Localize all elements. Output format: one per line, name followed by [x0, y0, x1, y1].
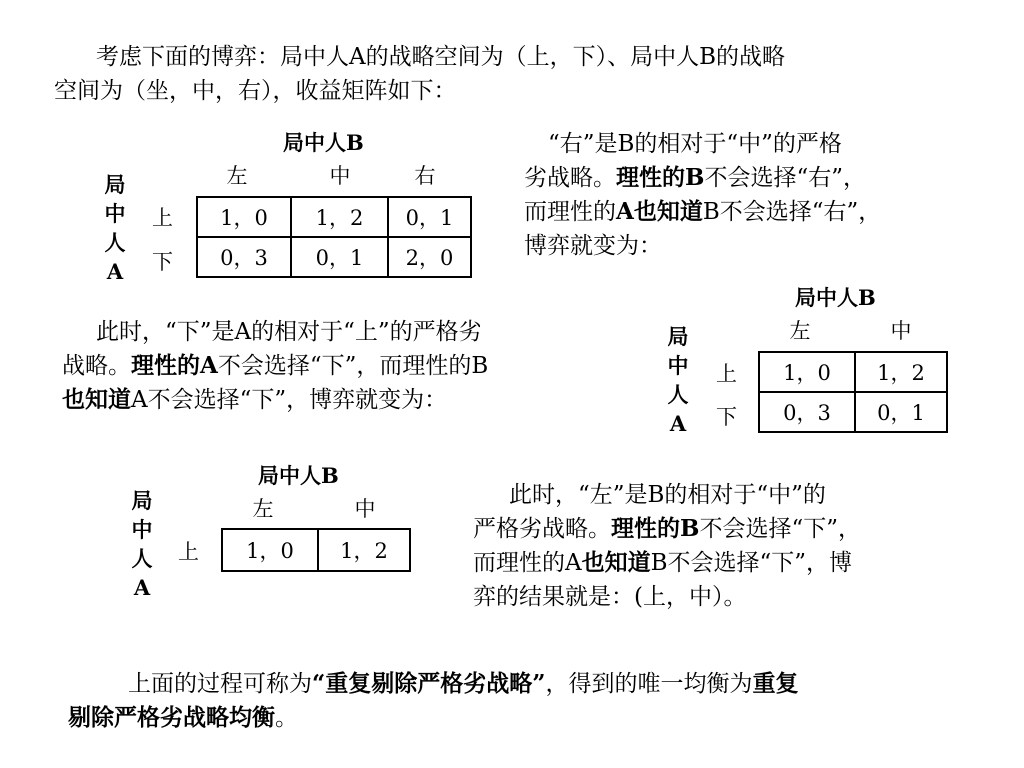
payoff-table — [196, 196, 472, 278]
conclusion-line-1: 上面的过程可称为“重复剔除严格劣战略”，得到的唯一均衡为重复 — [128, 670, 799, 697]
note-line: 而理性的A也知道B不会选择“下”，博 — [473, 549, 853, 576]
table-row — [759, 392, 947, 432]
col-label-middle: 中 — [890, 319, 912, 343]
note-paragraph-3 — [473, 478, 861, 614]
col-label-middle: 中 — [354, 497, 376, 521]
conclusion-paragraph — [0, 667, 798, 735]
note-line: 此时，“左”是B的相对于“中”的 — [509, 482, 826, 508]
row-label-down: 下 — [716, 405, 737, 429]
player-b-header: 局中人B — [795, 285, 876, 310]
player-b-header: 局中人B — [258, 463, 339, 488]
payoff-cell: 0，3 — [759, 392, 855, 432]
row-label-down: 下 — [152, 250, 173, 274]
payoff-table — [221, 528, 411, 572]
table-row — [222, 529, 410, 571]
payoff-cell: 2，0 — [388, 237, 471, 277]
row-label-up: 上 — [178, 540, 199, 564]
payoff-cell: 1，0 — [222, 529, 318, 571]
payoff-cell: 1，0 — [197, 197, 291, 237]
note-line: 而理性的A也知道B不会选择“右”， — [524, 198, 882, 225]
payoff-cell: 0，1 — [855, 392, 947, 432]
intro-paragraph — [0, 40, 785, 108]
note-line: 劣战略。理性的B不会选择“右”， — [524, 164, 866, 191]
note-line: 也知道A不会选择“下”，博弈就变为： — [62, 386, 448, 413]
note-line: 此时，“下”是A的相对于“上”的严格劣 — [96, 319, 482, 345]
table-row — [197, 237, 471, 277]
payoff-cell: 1，2 — [291, 197, 388, 237]
player-a-label: 局 中 人 A — [104, 172, 126, 284]
player-a-label: 局 中 人 A — [131, 488, 153, 600]
row-label-up: 上 — [716, 362, 737, 386]
conclusion-line-2: 剔除严格劣战略均衡。 — [68, 704, 298, 731]
payoff-table — [758, 351, 948, 433]
player-a-label: 局 中 人 A — [667, 324, 689, 436]
col-label-left: 左 — [252, 497, 274, 521]
note-line: “右”是B的相对于“中”的严格 — [548, 131, 842, 157]
payoff-cell: 0，1 — [291, 237, 388, 277]
col-label-left: 左 — [226, 164, 248, 188]
table-row — [759, 352, 947, 392]
note-line: 弈的结果就是：(上，中）。 — [473, 584, 747, 610]
table-row — [197, 197, 471, 237]
note-paragraph-2 — [62, 315, 488, 417]
note-line: 博弈就变为： — [524, 233, 662, 259]
note-line: 战略。理性的A不会选择“下”，而理性的B — [62, 352, 489, 379]
payoff-cell: 1，0 — [759, 352, 855, 392]
payoff-cell: 1，2 — [855, 352, 947, 392]
col-label-middle: 中 — [329, 164, 351, 188]
col-label-right: 右 — [414, 164, 436, 188]
payoff-cell: 1，2 — [318, 529, 410, 571]
player-b-header: 局中人B — [283, 130, 364, 155]
intro-line-2: 空间为（坐，中，右），收益矩阵如下： — [54, 78, 457, 104]
payoff-cell: 0，3 — [197, 237, 291, 277]
intro-line-1: 考虑下面的博弈：局中人A的战略空间为（上，下）、局中人B的战略 — [96, 44, 786, 70]
payoff-cell: 0，1 — [388, 197, 471, 237]
col-label-left: 左 — [789, 319, 811, 343]
row-label-up: 上 — [152, 206, 173, 230]
note-paragraph-1 — [524, 127, 881, 263]
note-line: 严格劣战略。理性的B不会选择“下”， — [473, 515, 861, 542]
